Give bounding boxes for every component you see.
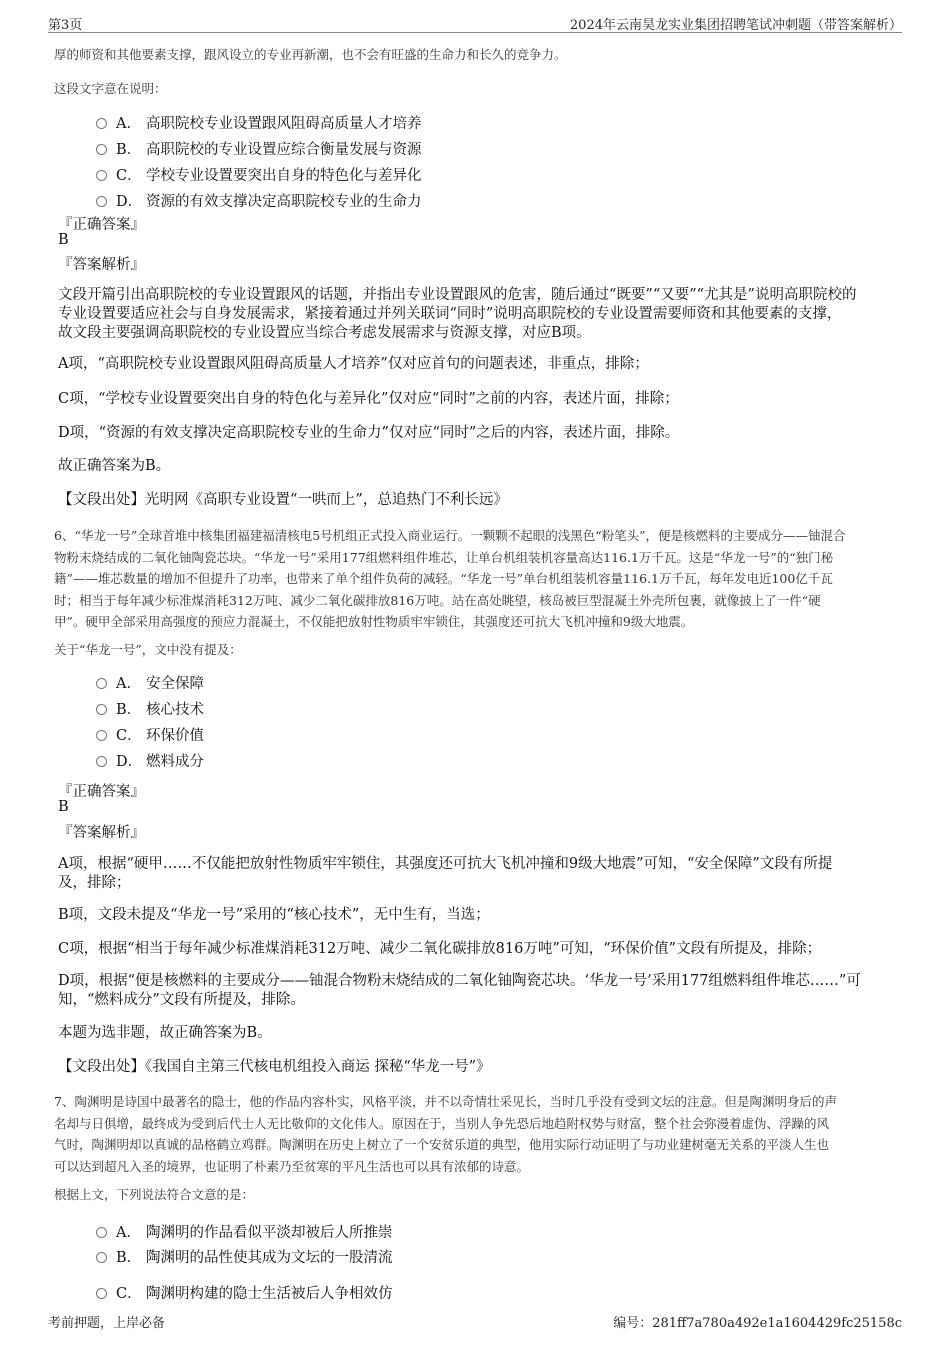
q6-analysis-c: C项，根据“相当于每年减少标准煤消耗312万吨、减少二氧化碳排放816万吨”可知，“环保价值”文段有所提及，排除；: [58, 941, 822, 957]
page-number: 第3页: [48, 18, 83, 33]
q5-conclusion: 故正确答案为B。: [58, 458, 171, 474]
q5-option-a[interactable]: A． 高职院校专业设置跟风阻碍高质量人才培养: [96, 113, 422, 135]
document-id: 编号：281ff7a780a492e1a1604429fc25158c: [613, 1316, 902, 1331]
radio-icon[interactable]: [96, 678, 107, 689]
radio-icon[interactable]: [96, 196, 107, 207]
q6-answer-label: 『正确答案』: [58, 784, 145, 800]
q5-answer: B: [58, 232, 69, 248]
q5-option-d[interactable]: D． 资源的有效支撑决定高职院校专业的生命力: [96, 191, 422, 213]
q5-analysis-a: A项，“高职院校专业设置跟风阻碍高质量人才培养”仅对应首句的问题表述，非重点，排除；: [58, 356, 649, 372]
q6-option-d[interactable]: D． 燃料成分: [96, 751, 204, 773]
q6-passage: 6、“华龙一号”全球首堆中核集团福建福清核电5号机组正式投入商业运行。一颗颗不起眼的浅黑色“粉笔头”，便是核燃料的主要成分——铀混合 物粉末烧结成的二氧化铀陶瓷芯块。“华龙一号”采用177组燃料组件堆芯，让单台机组装机容量高达116.1万千瓦。这是“华龙一号”的“独门秘 籍”——堆芯数量的增加不但提升了功率，也带来了单个组件负荷的减轻。“华龙一号”单台机组装机容量116.1万千瓦，每年发电近100亿千瓦 时；相当于每年减少标准煤消耗312万吨、减少二氧化碳排放816万吨。站在高处眺望，核岛被巨型混凝土外壳所包裹，就像披上了一件“硬 甲”。硬甲全部采用高强度的预应力混凝土，不仅能把放射性物质牢牢锁住，其强度还可抗大飞机冲撞和9级大地震。: [54, 528, 846, 629]
q5-analysis-label: 『答案解析』: [58, 257, 145, 273]
q5-source: 【文段出处】光明网《高职专业设置“一哄而上”，总追热门不利长远》: [58, 492, 508, 508]
radio-icon[interactable]: [96, 1252, 107, 1263]
q6-analysis-d: D项，根据“便是核燃料的主要成分——铀混合物粉末烧结成的二氧化铀陶瓷芯块。‘华龙一号’采用177组燃料组件堆芯……”可 知，“燃料成分”文段有所提及，排除。: [58, 973, 861, 1008]
q5-analysis-main: 文段开篇引出高职院校的专业设置跟风的话题，并指出专业设置跟风的危害，随后通过“既要”“又要”“尤其是”说明高职院校的 专业设置要适应社会与自身发展需求，紧接着通过并列关联词“同时”说明高职院校的专业设置需要师资和其他要素的支撑， 故文段主要强调高职院校的专业设置应当综合考虑发展需求与资源支撑，对应B项。: [58, 287, 857, 341]
q5-answer-label: 『正确答案』: [58, 217, 145, 233]
q6-option-a[interactable]: A． 安全保障: [96, 673, 204, 695]
q6-analysis-label: 『答案解析』: [58, 825, 145, 841]
q5-stem: 这段文字意在说明：: [54, 81, 167, 96]
q5-passage-tail: 厚的师资和其他要素支撑，跟风设立的专业再新潮，也不会有旺盛的生命力和长久的竞争力。: [54, 47, 567, 62]
q6-conclusion: 本题为选非题，故正确答案为B。: [58, 1025, 272, 1041]
radio-icon[interactable]: [96, 756, 107, 767]
q7-option-a[interactable]: A． 陶渊明的作品看似平淡却被后人所推崇: [96, 1222, 393, 1244]
radio-icon[interactable]: [96, 1288, 107, 1299]
radio-icon[interactable]: [96, 118, 107, 129]
q5-analysis-d: D项，“资源的有效支撑决定高职院校专业的生命力”仅对应“同时”之后的内容，表述片面，排除。: [58, 425, 680, 441]
q6-source: 【文段出处】《我国自主第三代核电机组投入商运 探秘“华龙一号”》: [58, 1059, 491, 1075]
q5-analysis-c: C项，“学校专业设置要突出自身的特色化与差异化”仅对应“同时”之前的内容，表述片面，排除；: [58, 391, 679, 407]
q6-answer: B: [58, 799, 69, 815]
radio-icon[interactable]: [96, 170, 107, 181]
q5-option-b[interactable]: B． 高职院校的专业设置应综合衡量发展与资源: [96, 139, 422, 161]
page-header: [48, 12, 902, 33]
document-title: 2024年云南昊龙实业集团招聘笔试冲刺题（带答案解析）: [569, 18, 902, 33]
footer-slogan: 考前押题，上岸必备: [48, 1316, 166, 1331]
q6-analysis-a: A项，根据“硬甲……不仅能把放射性物质牢牢锁住，其强度还可抗大飞机冲撞和9级大地震”可知，“安全保障”文段有所提 及，排除；: [58, 856, 833, 891]
q7-passage: 7、陶渊明是诗国中最著名的隐士，他的作品内容朴实，风格平淡，并不以奇情壮采见长，当时几乎没有受到文坛的注意。但是陶渊明身后的声 名却与日俱增，最终成为受到后代士人无比敬仰的文化伟人。原因在于，当别人争先恐后地趋附权势与财富，整个社会弥漫着虚伪、浮躁的风 气时，陶渊明却以真诚的品格鹤立鸡群。陶渊明在历史上树立了一个安贫乐道的典型，他用实际行动证明了与功业建树毫无关系的平淡人生也 可以达到超凡入圣的境界，也证明了朴素乃至贫寒的平凡生活也可以具有浓郁的诗意。: [54, 1094, 837, 1174]
q6-stem: 关于“华龙一号”，文中没有提及：: [54, 642, 242, 657]
radio-icon[interactable]: [96, 1227, 107, 1238]
q7-stem: 根据上文，下列说法符合文意的是：: [54, 1187, 255, 1202]
radio-icon[interactable]: [96, 730, 107, 741]
radio-icon[interactable]: [96, 144, 107, 155]
q6-option-c[interactable]: C． 环保价值: [96, 725, 204, 747]
q6-analysis-b: B项，文段未提及“华龙一号”采用的“核心技术”，无中生有，当选；: [58, 907, 490, 923]
radio-icon[interactable]: [96, 704, 107, 715]
q5-option-c[interactable]: C． 学校专业设置要突出自身的特色化与差异化: [96, 165, 422, 187]
q7-option-b[interactable]: B． 陶渊明的品性使其成为文坛的一股清流: [96, 1247, 393, 1269]
q6-option-b[interactable]: B． 核心技术: [96, 699, 204, 721]
q7-option-c[interactable]: C． 陶渊明构建的隐士生活被后人争相效仿: [96, 1283, 393, 1305]
